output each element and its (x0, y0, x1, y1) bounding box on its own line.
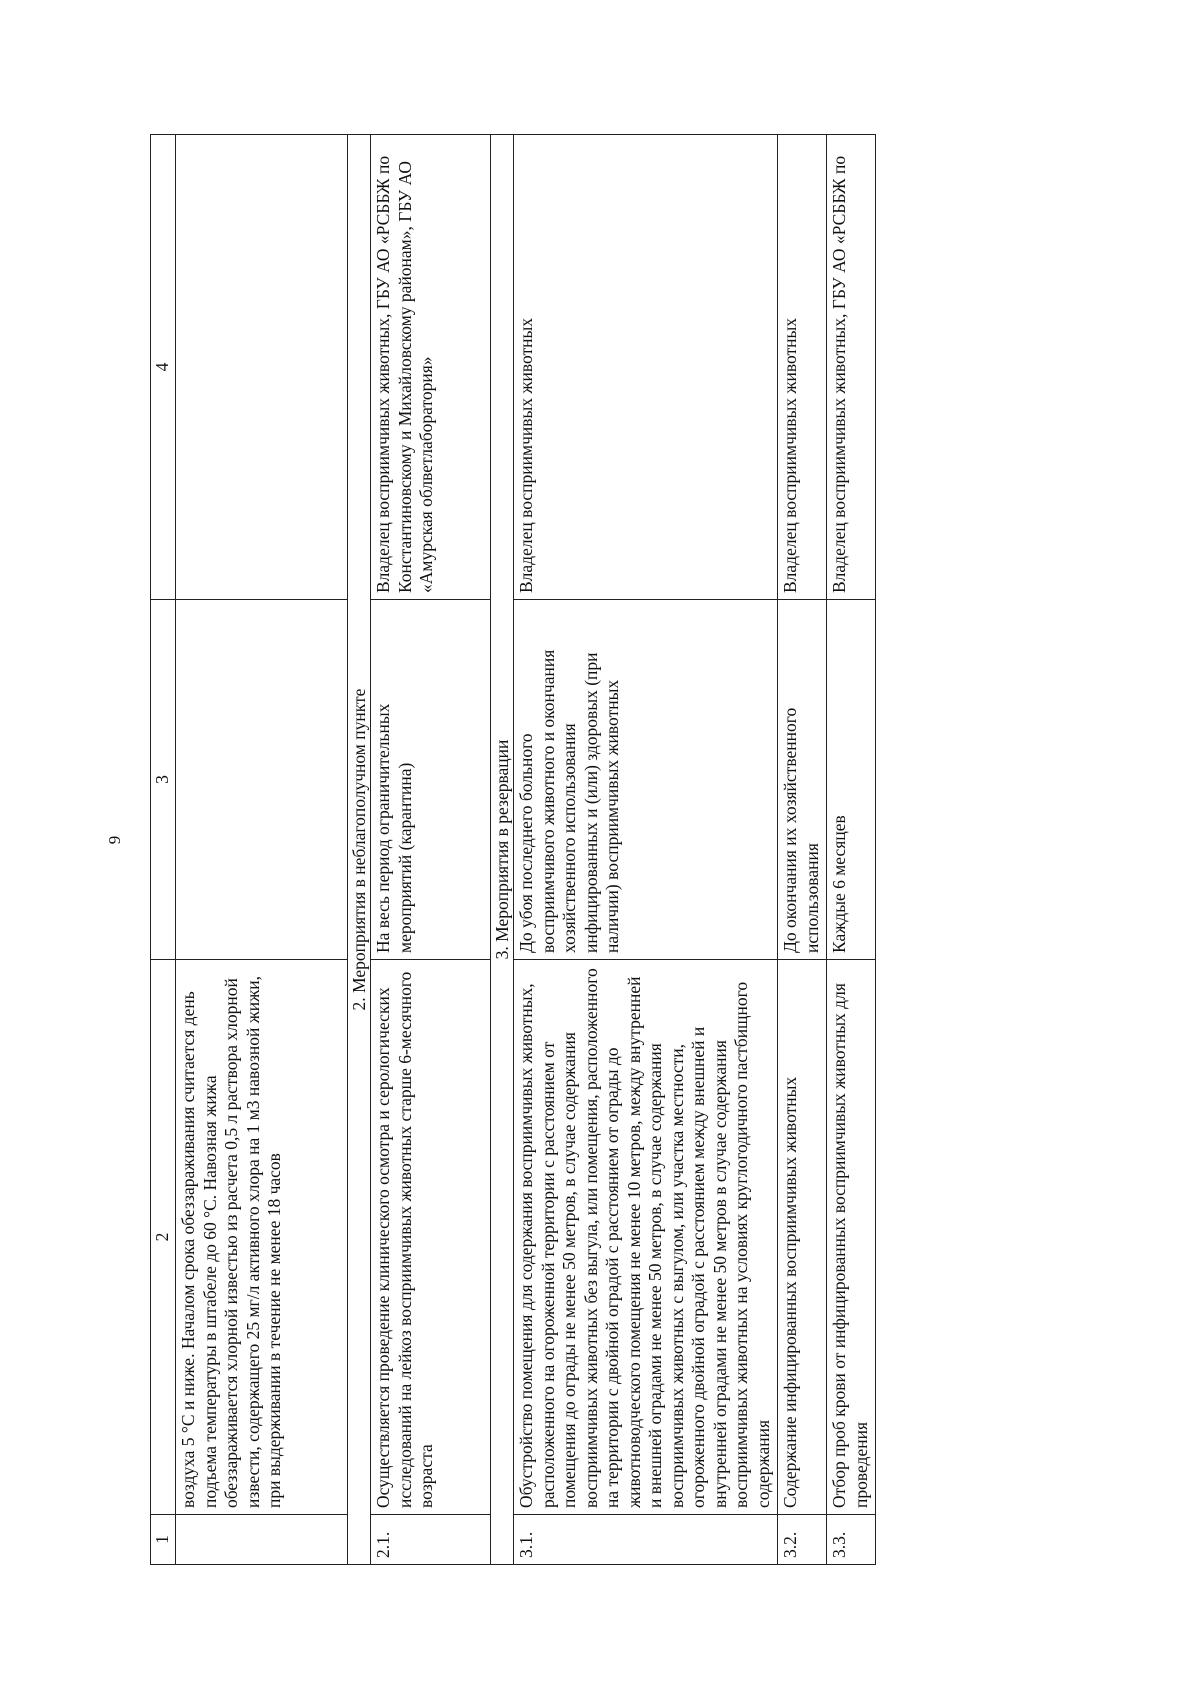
row-number: 3.2. (778, 1515, 827, 1565)
term-cell: До убоя последнего больного восприимчивого животного и окончания хозяйственного использования инфицированных и (или) здоровых (при наличии) восприимчивых животных (514, 600, 778, 960)
table-row (176, 135, 348, 1565)
responsible-cell: Владелец восприимчивых животных, ГБУ АО «РСББЖ по (827, 135, 876, 600)
measure-cell: Осуществляется проведение клинического осмотра и серологических исследований на лейкоз восприимчивых животных старше 6-месячного возраста (371, 960, 491, 1515)
section-title: 2. Мероприятия в неблагополучном пункте (348, 135, 371, 1565)
term-cell (176, 600, 348, 960)
row-number: 2.1. (371, 1515, 491, 1565)
header-cell-1: 1 (151, 1515, 176, 1565)
section-title: 3. Мероприятия в резервации (491, 135, 514, 1565)
measure-cell: Отбор проб крови от инфицированных восприимчивых животных для проведения (827, 960, 876, 1515)
section-row (491, 135, 514, 1565)
term-cell: На весь период ограничительных мероприятий (карантина) (371, 600, 491, 960)
row-number: 3.1. (514, 1515, 778, 1565)
table-row (514, 135, 778, 1565)
page-number: 9 (105, 835, 124, 845)
rotated-page-content (150, 135, 1085, 1565)
header-cell-3: 3 (151, 600, 176, 960)
row-number (176, 1515, 348, 1565)
measure-cell: Обустройство помещения для содержания восприимчивых животных, расположенного на огороженной территории с расстоянием от помещения до ограды не менее 50 метров, в случае содержания восприимчивых животных без выгула, или помещения, расположенного на территории с двойной оградой с расстоянием от ограды до животноводческого помещения не менее 10 метров, между внутренней и внешней оградами не менее 50 метров, в случае содержания восприимчивых животных с выгулом, или участка местности, огороженного двойной оградой с расстоянием между внешней и внутренней оградами не менее 50 метров в случае содержания восприимчивых животных на условиях круглогодичного пастбищного содержания (514, 960, 778, 1515)
header-cell-4: 4 (151, 135, 176, 600)
responsible-cell (176, 135, 348, 600)
term-cell: Каждые 6 месяцев (827, 600, 876, 960)
measure-cell: воздуха 5 °С и ниже. Началом срока обеззараживания считается день подъема температуры в штабеле до 60 °С. Навозная жижа обеззараживается хлорной известью из расчета 0,5 л раствора хлорной извести, содержащего 25 мг/л активного хлора на 1 м3 навозной жижи, при выдерживании в течение не менее 18 часов (176, 960, 348, 1515)
header-row (151, 135, 176, 1565)
table-row (827, 135, 876, 1565)
section-row (348, 135, 371, 1565)
header-cell-2: 2 (151, 960, 176, 1515)
measure-cell: Содержание инфицированных восприимчивых животных (778, 960, 827, 1515)
table-row (778, 135, 827, 1565)
responsible-cell: Владелец восприимчивых животных, ГБУ АО «РСББЖ по Константиновскому и Михайловскому районам», ГБУ АО «Амурская облветлаборатория» (371, 135, 491, 600)
term-cell: До окончания их хозяйственного использования (778, 600, 827, 960)
table-row (371, 135, 491, 1565)
measures-table (150, 134, 876, 1565)
row-number: 3.3. (827, 1515, 876, 1565)
responsible-cell: Владелец восприимчивых животных (514, 135, 778, 600)
responsible-cell: Владелец восприимчивых животных (778, 135, 827, 600)
